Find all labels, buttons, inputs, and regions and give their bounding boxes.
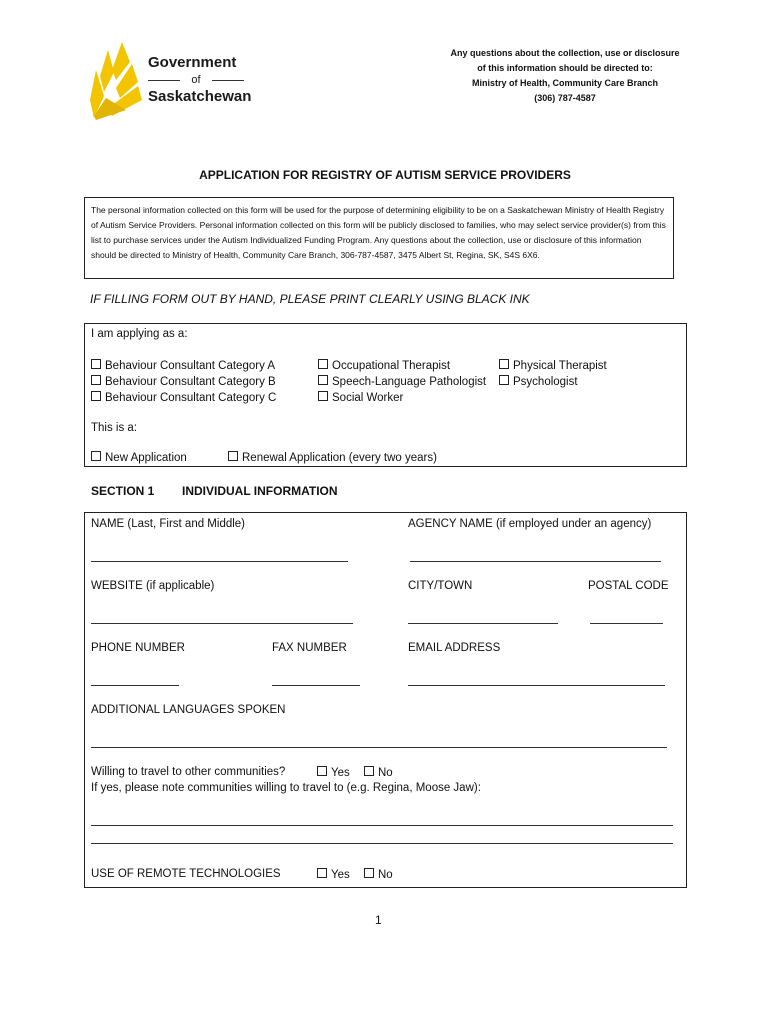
contact-phone: (306) 787-4587	[534, 93, 596, 103]
option-label: Psychologist	[513, 376, 578, 388]
option-label: Yes	[331, 767, 350, 779]
checkbox[interactable]	[364, 868, 374, 878]
section-number: SECTION 1	[91, 484, 155, 498]
logo-text-government: Government	[148, 54, 237, 71]
contact-line-2: of this information should be directed to:	[477, 63, 653, 73]
option-renewal[interactable]	[228, 451, 437, 464]
option-label: Social Worker	[332, 392, 404, 404]
option-ot[interactable]	[318, 359, 450, 372]
checkbox[interactable]	[318, 375, 328, 385]
checkbox[interactable]	[364, 766, 374, 776]
postal-field[interactable]	[590, 623, 663, 624]
agency-label: AGENCY NAME (if employed under an agency)	[408, 518, 652, 530]
contact-line-3: Ministry of Health, Community Care Branch	[471, 78, 659, 88]
postal-label: POSTAL CODE	[588, 580, 669, 592]
travel-yes-option[interactable]	[317, 766, 350, 779]
option-label: Occupational Therapist	[332, 360, 451, 372]
option-label: Behaviour Consultant Category A	[105, 360, 276, 372]
option-label: Yes	[331, 869, 350, 881]
languages-field[interactable]	[91, 747, 667, 748]
checkbox[interactable]	[91, 451, 101, 461]
checkbox[interactable]	[91, 391, 101, 401]
option-label: Renewal Application (every two years)	[242, 452, 437, 464]
this-is-label: This is a:	[91, 422, 138, 434]
name-field[interactable]	[91, 561, 348, 562]
privacy-notice: The personal information collected on this form will be used for the purpose of determining eligibility to be on a Saskatchewan Ministry of Health Registry of Autism Service Providers. Personal information collected on this form will be publicly disclosed to families, who may select service provider(s) from this list to purchase services under the Autism Individualized Funding Program. Any questions about the collection, use or disclosure of this information should be directed to Ministry of Health, Community Care Branch, 306-787-4587, 3475 Albert St, Regina, SK, S4S 6X6.	[84, 197, 674, 279]
option-label: Physical Therapist	[513, 360, 607, 372]
agency-field[interactable]	[410, 561, 661, 562]
communities-field-2[interactable]	[91, 843, 673, 844]
checkbox[interactable]	[499, 375, 509, 385]
checkbox[interactable]	[317, 766, 327, 776]
logo-text-of: of	[148, 73, 244, 87]
government-logo	[86, 40, 266, 124]
contact-info	[430, 46, 700, 106]
option-label: No	[378, 869, 393, 881]
logo-text-saskatchewan: Saskatchewan	[148, 88, 252, 105]
website-label: WEBSITE (if applicable)	[91, 580, 215, 592]
checkbox[interactable]	[318, 359, 328, 369]
languages-label: ADDITIONAL LANGUAGES SPOKEN	[91, 704, 286, 716]
phone-label: PHONE NUMBER	[91, 642, 185, 654]
print-instruction: IF FILLING FORM OUT BY HAND, PLEASE PRINT CLEARLY USING BLACK INK	[90, 292, 530, 306]
travel-label: Willing to travel to other communities?	[91, 766, 286, 778]
option-psych[interactable]	[499, 375, 578, 388]
remote-no-option[interactable]	[364, 868, 393, 881]
page-number: 1	[375, 913, 382, 927]
applying-label: I am applying as a:	[91, 328, 188, 340]
checkbox[interactable]	[228, 451, 238, 461]
communities-field-1[interactable]	[91, 825, 673, 826]
wheat-sheaf-icon	[86, 40, 146, 124]
checkbox[interactable]	[318, 391, 328, 401]
travel-no-option[interactable]	[364, 766, 393, 779]
option-label: Behaviour Consultant Category C	[105, 392, 277, 404]
option-label: Behaviour Consultant Category B	[105, 376, 276, 388]
contact-line-1: Any questions about the collection, use or disclosure	[450, 48, 680, 58]
email-field[interactable]	[408, 685, 665, 686]
remote-tech-label: USE OF REMOTE TECHNOLOGIES	[91, 868, 281, 880]
option-bc-c[interactable]	[91, 391, 276, 404]
option-sw[interactable]	[318, 391, 403, 404]
checkbox[interactable]	[317, 868, 327, 878]
fax-field[interactable]	[272, 685, 360, 686]
form-title: APPLICATION FOR REGISTRY OF AUTISM SERVICE PROVIDERS	[199, 168, 571, 182]
option-label: Speech-Language Pathologist	[332, 376, 487, 388]
option-new-application[interactable]	[91, 451, 187, 464]
remote-yes-option[interactable]	[317, 868, 350, 881]
checkbox[interactable]	[91, 359, 101, 369]
option-pt[interactable]	[499, 359, 607, 372]
option-bc-a[interactable]	[91, 359, 275, 372]
phone-field[interactable]	[91, 685, 179, 686]
fax-label: FAX NUMBER	[272, 642, 347, 654]
website-field[interactable]	[91, 623, 353, 624]
option-label: No	[378, 767, 393, 779]
section-title: INDIVIDUAL INFORMATION	[182, 484, 338, 498]
travel-note: If yes, please note communities willing to travel to (e.g. Regina, Moose Jaw):	[91, 782, 481, 794]
checkbox[interactable]	[499, 359, 509, 369]
option-bc-b[interactable]	[91, 375, 276, 388]
email-label: EMAIL ADDRESS	[408, 642, 501, 654]
name-label: NAME (Last, First and Middle)	[91, 518, 246, 530]
option-label: New Application	[105, 452, 187, 464]
option-slp[interactable]	[318, 375, 486, 388]
checkbox[interactable]	[91, 375, 101, 385]
city-label: CITY/TOWN	[408, 580, 473, 592]
city-field[interactable]	[408, 623, 558, 624]
individual-info-box	[84, 512, 687, 888]
